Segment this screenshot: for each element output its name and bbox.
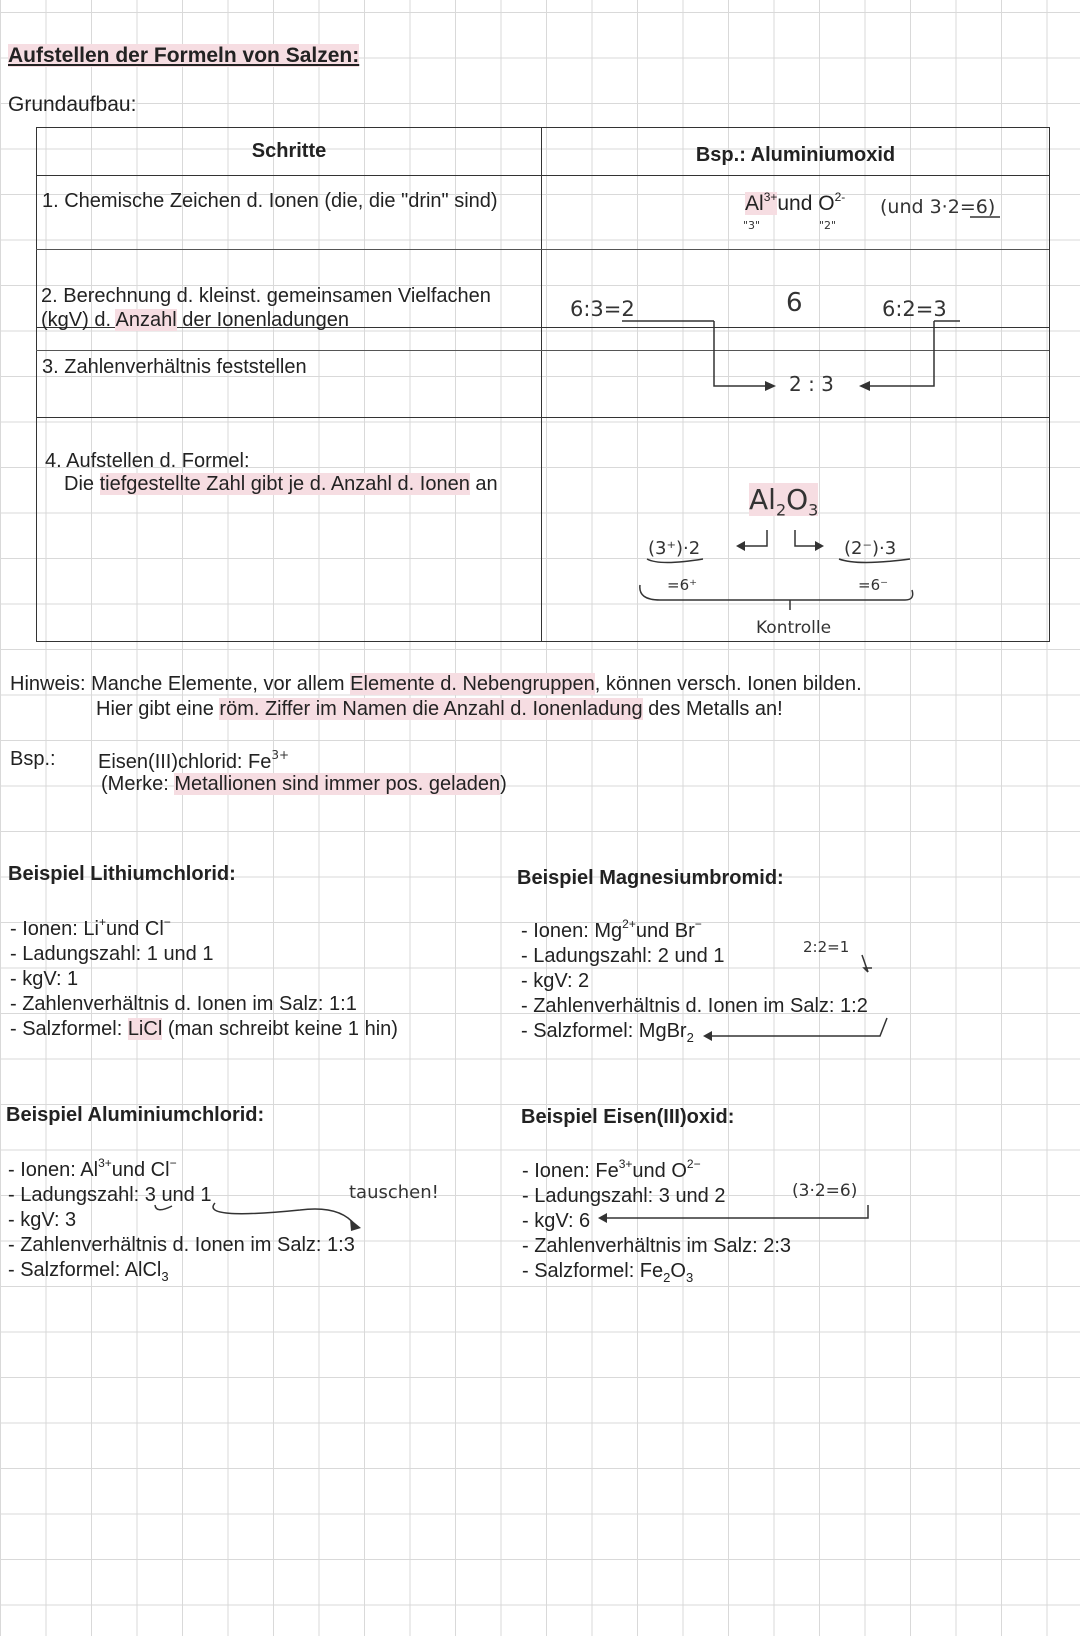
example-title-mgbr: Beispiel Magnesiumbromid: <box>517 867 784 889</box>
example-licl: - Ionen: Li+und Cl− - Ladungszahl: 1 und 1 - kgV: 1 - Zahlenverhältnis d. Ionen im Salz: 1:1 - Salzformel: LiCl (man schreibt keine 1 hin) <box>10 915 398 1040</box>
step-4-cell: 4. Aufstellen d. Formel: Die tiefgestellte Zahl gibt je d. Anzahl d. Ionen an <box>37 418 542 642</box>
right-check-calc: (2⁻)·3 <box>844 538 897 559</box>
mgbr-note: 2:2=1 <box>803 938 850 956</box>
header-example: Bsp.: Aluminiumoxid <box>542 128 1050 176</box>
small-charge-note: "2" <box>819 219 837 232</box>
example-feo: - Ionen: $Fe^{3+}und$ $O^{2-}$ - Ladungszahl: 3 und 2 - kgV: 6 - Zahlenverhältnis im Salz: 2:3 - Salzformel: $Fe_2O_3$ <box>522 1157 792 1285</box>
bsp-line-1: Eisen(III)chlorid: $Fe^{3+}$ <box>98 748 290 773</box>
page-title: Aufstellen der Formeln von Salzen: <box>8 44 360 67</box>
example-title-licl: Beispiel Lithiumchlorid: <box>8 863 236 885</box>
left-check-calc: (3⁺)·2 <box>648 538 701 559</box>
ratio-value: 2 : 3 <box>789 372 834 396</box>
example-mgbr: - Ionen: $Mg^{2+}und$ Br− - Ladungszahl: 2 und 1 - kgV: 2 - Zahlenverhältnis d. Ionen im Salz: 1:2 - Salzformel: MgBr$_2$ <box>521 917 868 1045</box>
step-3-cell: 3. Zahlenverhältnis feststellen <box>37 328 542 418</box>
kgv-note: (und 3·2=6) <box>880 196 996 218</box>
kgv-value: 6 <box>786 288 803 318</box>
feo-note: (3·2=6) <box>792 1181 858 1201</box>
left-division: 6:3=2 <box>570 297 635 321</box>
example-ions: $Al^{3+}und$ $O^{2-}$ <box>745 190 846 215</box>
example-title-feo: Beispiel Eisen(III)oxid: <box>521 1106 735 1128</box>
hinweis-line-1: Hinweis: Manche Elemente, vor allem Elemente d. Nebengruppen, können versch. Ionen bilden. <box>10 673 862 695</box>
step-1-cell: 1. Chemische Zeichen d. Ionen (die, die "drin" sind) <box>37 176 542 328</box>
bsp-line-2: (Merke: Metallionen sind immer pos. geladen) <box>101 773 507 795</box>
step-2-text: 2. Berechnung d. kleinst. gemeinsamen Vielfachen (kgV) d. Anzahl der Ionenladungen <box>41 285 491 331</box>
left-check-result: =6⁺ <box>667 576 698 594</box>
right-division: 6:2=3 <box>882 297 947 321</box>
formula-al2o3: $Al_2O_3$ <box>749 483 819 520</box>
subtitle: Grundaufbau: <box>8 93 137 116</box>
right-check-result: =6⁻ <box>858 576 889 594</box>
small-charge-note: "3" <box>743 219 761 232</box>
bsp-label: Bsp.: <box>10 748 56 770</box>
example-alcl: - Ionen: $Al^{3+}und$ Cl− - Ladungszahl: 3 und 1 - kgV: 3 - Zahlenverhältnis d. Ionen im Salz: 1:3 - Salzformel: AlCl$_3$ <box>8 1156 355 1284</box>
swap-note: tauschen! <box>349 1182 439 1203</box>
check-label: Kontrolle <box>756 618 832 638</box>
hinweis-line-2: Hier gibt eine röm. Ziffer im Namen die Anzahl d. Ionenladung des Metalls an! <box>96 698 783 720</box>
example-title-alcl: Beispiel Aluminiumchlorid: <box>6 1104 265 1126</box>
header-steps: Schritte <box>37 128 542 176</box>
